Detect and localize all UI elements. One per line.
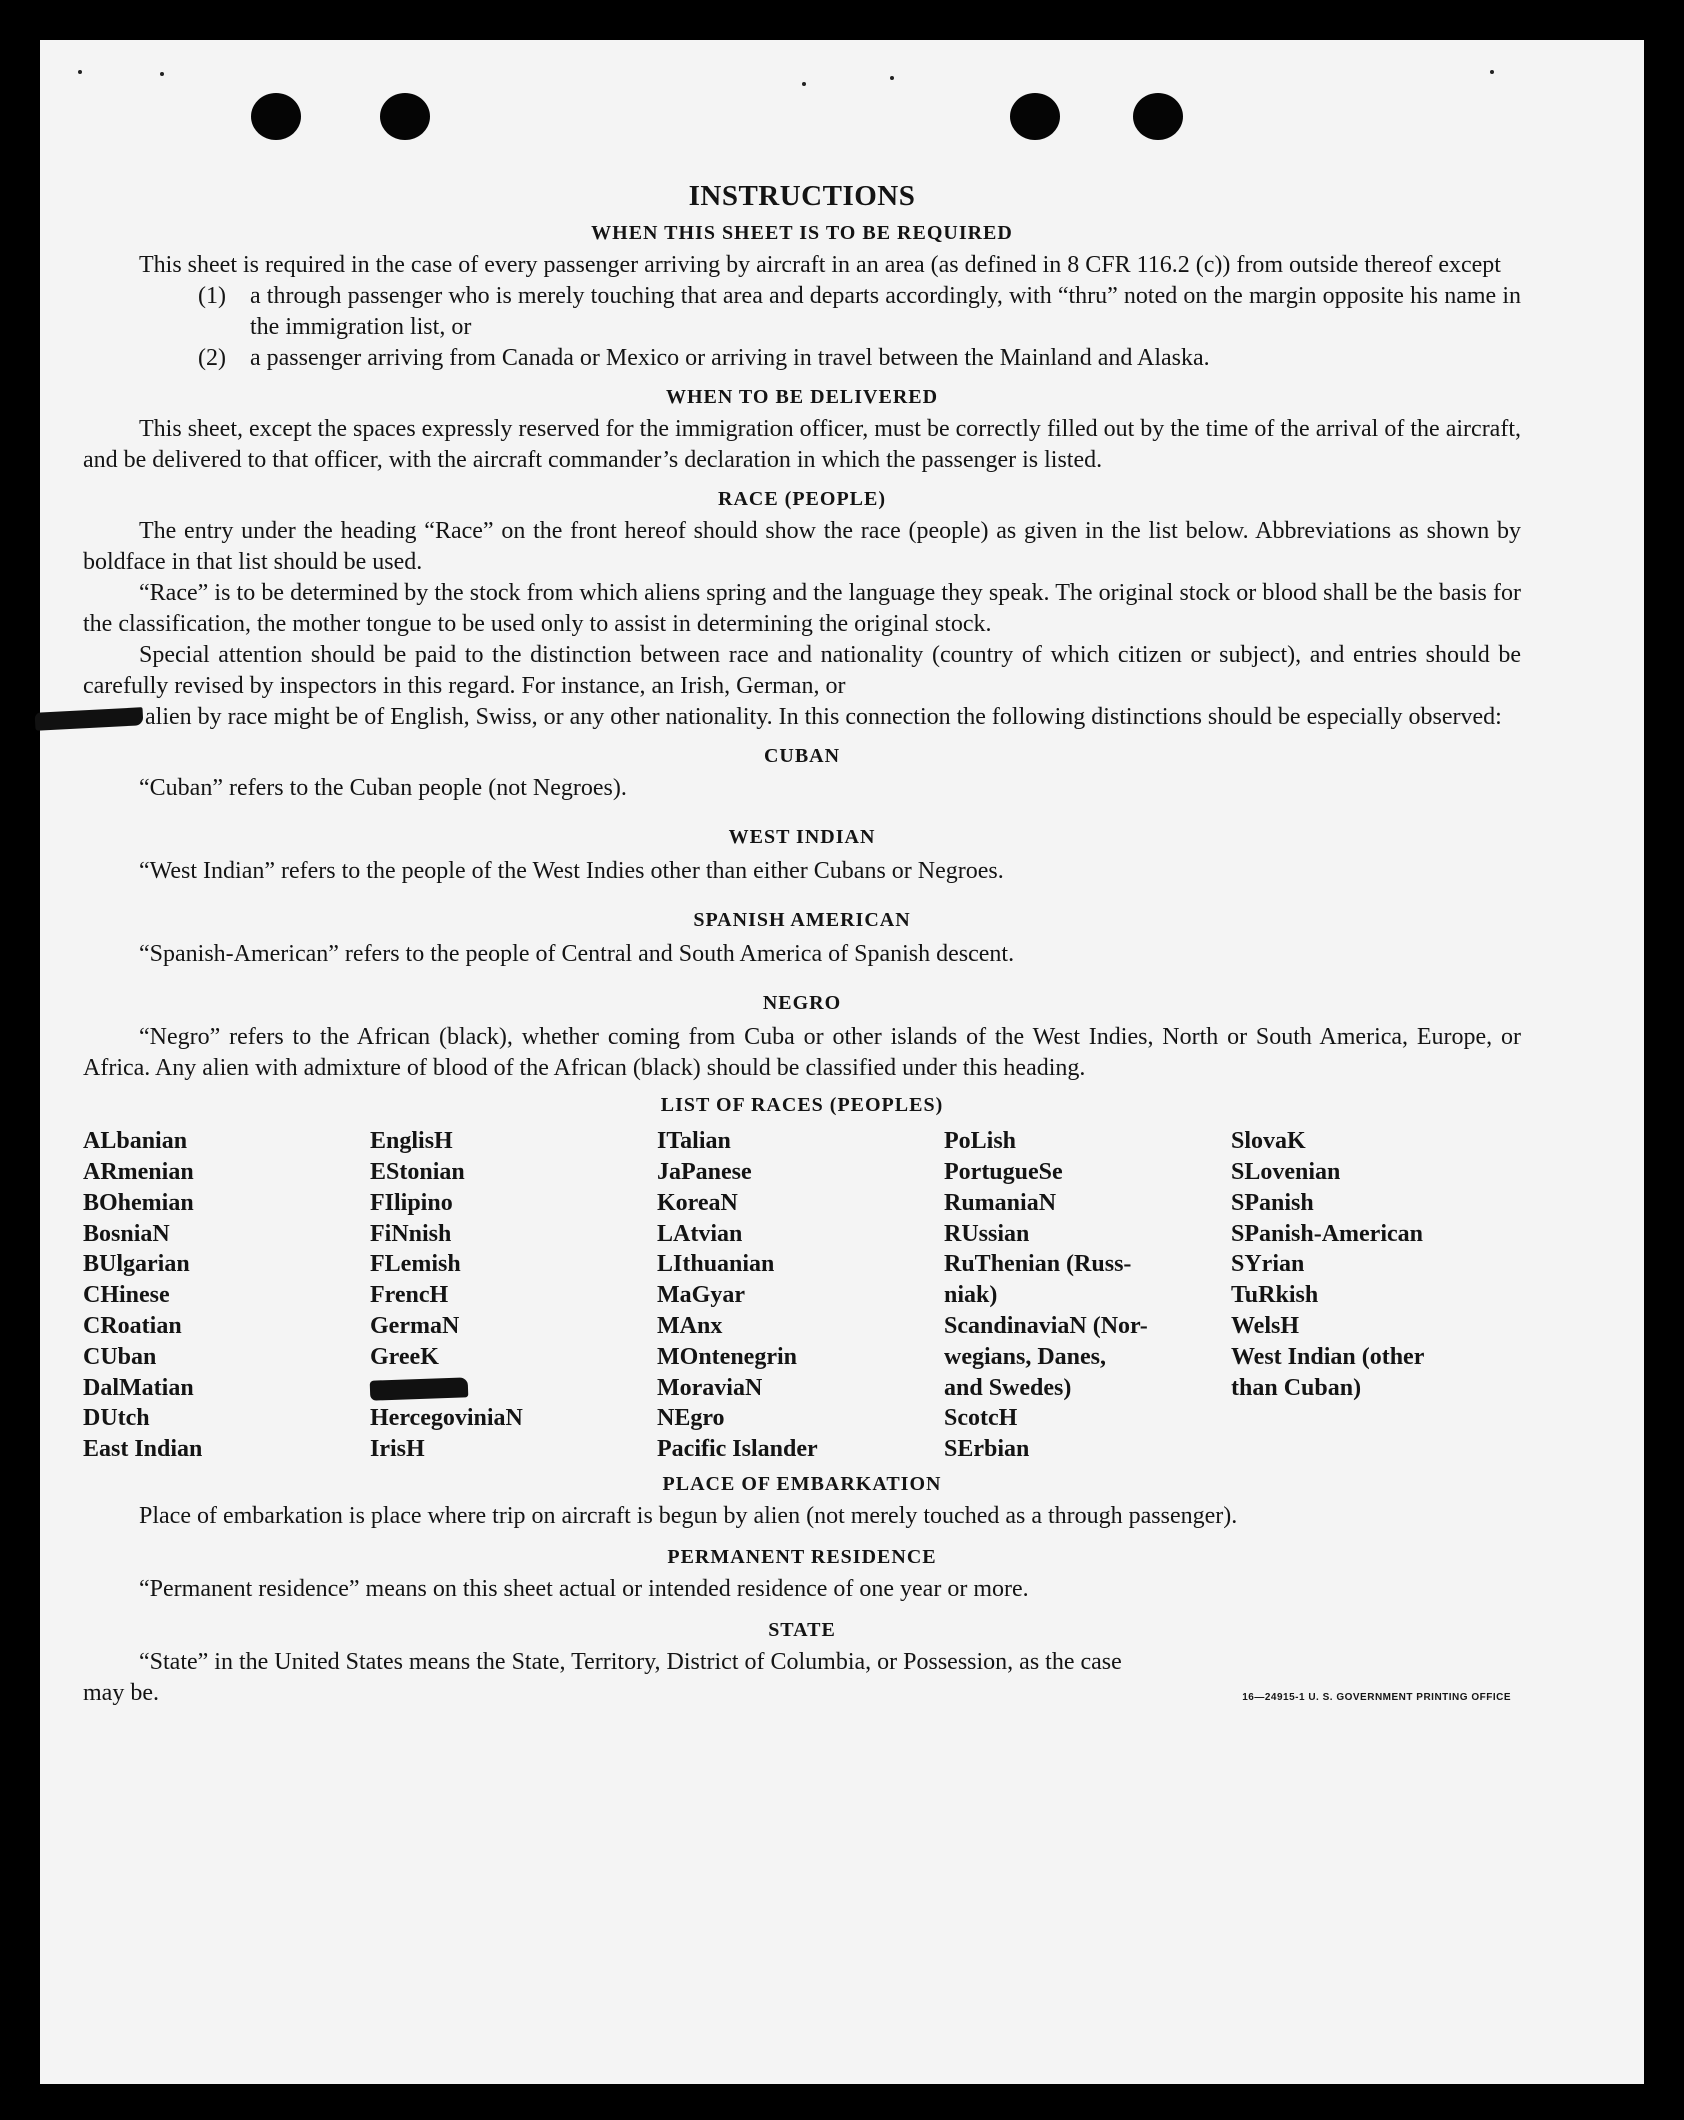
race-paragraph-2: “Race” is to be determined by the stock from which aliens spring and the language they speak. The original stock or blood shall be the basis for the classification, the mother tongue to be used only to assist in determining the original stock. [83,580,1521,638]
race-entry: MAnx [657,1313,723,1340]
race-paragraph-1: The entry under the heading “Race” on the front hereof should show the race (people) as given in the list below. Abbreviations as shown by boldface in that list should be used. [83,518,1521,576]
dust-speck [802,82,806,86]
redaction-mark [35,707,144,731]
race-entry: DUtch [83,1405,150,1432]
spanish-american-text: “Spanish-American” refers to the people of Central and South America of Spanish descent. [139,941,1015,968]
race-entry: CRoatian [83,1313,182,1340]
race-entry: SPanish [1231,1189,1314,1216]
exception-number: (1) [198,283,226,310]
race-entry: SPanish-American [1231,1220,1423,1247]
race-entry: JaPanese [657,1159,752,1186]
race-paragraph-3-end: alien by race might be of English, Swiss, or any other nationality. In this connection the following distinctions should be especially observed: [145,704,1502,731]
race-entry: CHinese [83,1282,170,1309]
printing-office-imprint: 16—24915-1 U. S. GOVERNMENT PRINTING OFFICE [1242,1692,1511,1704]
west-indian-text: “West Indian” refers to the people of the West Indies other than either Cubans or Negroes. [139,858,1004,885]
races-column-4 [944,1126,1231,1465]
dust-speck [1490,70,1494,74]
heading-state: STATE [768,1619,836,1642]
race-entry: ScotcH [944,1405,1018,1432]
race-entry: ARmenian [83,1159,194,1186]
races-list [83,1126,1521,1465]
race-entry: EnglisH [370,1128,453,1155]
dust-speck [78,70,82,74]
dust-speck [890,76,894,80]
race-entry: HercegoviniaN [370,1405,523,1432]
race-entry: KoreaN [657,1189,738,1216]
race-entry: BOhemian [83,1189,194,1216]
race-entry: FLemish [370,1251,461,1278]
heading-required: WHEN THIS SHEET IS TO BE REQUIRED [591,222,1013,245]
heading-residence: PERMANENT RESIDENCE [667,1546,937,1569]
delivered-text: This sheet, except the spaces expressly reserved for the immigration officer, must be correctly filled out by the time of the arrival of the aircraft, and be delivered to that officer, with the aircraft commander’s declaration in which the passenger is listed. [83,416,1521,474]
race-entry: GreeK [370,1343,439,1370]
race-entry: NEgro [657,1405,725,1432]
punch-hole-1 [251,93,301,140]
race-entry: Pacific Islander [657,1436,818,1463]
races-column-5 [1231,1126,1518,1465]
document-title: INSTRUCTIONS [688,180,916,212]
heading-spanish-american: SPANISH AMERICAN [693,909,911,932]
race-entry: SlovaK [1231,1128,1306,1155]
cuban-text: “Cuban” refers to the Cuban people (not Negroes). [139,775,627,802]
race-entry: LAtvian [657,1220,743,1247]
footer-row [83,1678,1521,1709]
negro-text: “Negro” refers to the African (black), whether coming from Cuba or other islands of the West Indies, North or South America, Europe, or Africa. Any alien with admixture of blood of the African (black) should be classified under this heading. [83,1024,1521,1082]
races-column-3 [657,1126,944,1465]
residence-text: “Permanent residence” means on this sheet actual or intended residence of one year or more. [139,1576,1029,1603]
exception-text: a passenger arriving from Canada or Mexico or arriving in travel between the Mainland and Alaska. [250,345,1210,372]
race-entry: IrisH [370,1436,425,1463]
race-entry: PoLish [944,1128,1017,1155]
punch-hole-4 [1133,93,1183,140]
race-paragraph-3-start: Special attention should be paid to the distinction between race and nationality (country of which citizen or subject), and entries should be carefully revised by inspectors in this regard. For instance, an Irish, German, or [83,642,1521,700]
punch-hole-2 [380,93,430,140]
dust-speck [160,72,164,76]
heading-cuban: CUBAN [763,745,841,768]
race-paragraph-3 [83,640,1521,733]
exception-item [198,281,1521,343]
race-entry: ALbanian [83,1128,188,1155]
races-column-1 [83,1126,370,1465]
exception-list [198,281,1521,374]
state-text-end: may be. [83,1680,159,1707]
race-entry: RumaniaN [944,1189,1057,1216]
heading-race: RACE (PEOPLE) [718,488,886,511]
race-entry: West Indian (other than Cuban) [1231,1343,1425,1401]
race-entry: GermaN [370,1313,460,1340]
race-entry: SErbian [944,1436,1030,1463]
heading-west-indian: WEST INDIAN [728,826,876,849]
race-entry: CUban [83,1343,157,1370]
race-entry: TuRkish [1231,1282,1319,1309]
race-entry: EStonian [370,1159,465,1186]
exception-number: (2) [198,345,226,372]
required-text: This sheet is required in the case of every passenger arriving by aircraft in an area (as defined in 8 CFR 116.2 (c)) from outside thereof except [139,252,1501,279]
race-entry: RuThenian (Russ- niak) [944,1251,1132,1309]
embarkation-text: Place of embarkation is place where trip on aircraft is begun by alien (not merely touched as a through passenger). [139,1503,1238,1530]
instructions-content [83,178,1521,1709]
heading-list-of-races: LIST OF RACES (PEOPLES) [660,1094,944,1117]
race-entry: MaGyar [657,1282,745,1309]
race-entry: WelsH [1231,1313,1300,1340]
heading-embarkation: PLACE OF EMBARKATION [662,1473,942,1496]
races-column-2 [370,1126,657,1465]
race-entry: FrencH [370,1282,449,1309]
race-entry: ScandinaviaN (Nor- wegians, Danes, and Swedes) [944,1313,1148,1401]
race-entry: SYrian [1231,1251,1305,1278]
race-entry: FIlipino [370,1189,453,1216]
race-entry-redacted [370,1373,657,1404]
race-entry: East Indian [83,1436,203,1463]
exception-item [198,343,1521,374]
race-entry: RUssian [944,1220,1030,1247]
punch-hole-3 [1010,93,1060,140]
race-entry: FiNnish [370,1220,452,1247]
race-entry: ITalian [657,1128,731,1155]
state-text: “State” in the United States means the State, Territory, District of Columbia, or Possession, as the case [139,1649,1122,1676]
race-entry: BUlgarian [83,1251,190,1278]
heading-delivered: WHEN TO BE DELIVERED [665,386,939,409]
race-entry: LIthuanian [657,1251,775,1278]
race-entry: BosniaN [83,1220,170,1247]
race-entry: MOntenegrin [657,1343,797,1370]
race-entry: DalMatian [83,1374,194,1401]
race-entry: MoraviaN [657,1374,763,1401]
race-entry: PortugueSe [944,1159,1063,1186]
heading-negro: NEGRO [762,992,842,1015]
document-page [40,40,1644,2084]
race-entry: SLovenian [1231,1159,1341,1186]
redaction-mark [370,1377,469,1400]
exception-text: a through passenger who is merely touching that area and departs accordingly, with “thru” noted on the margin opposite his name in the immigration list, or [250,283,1521,341]
